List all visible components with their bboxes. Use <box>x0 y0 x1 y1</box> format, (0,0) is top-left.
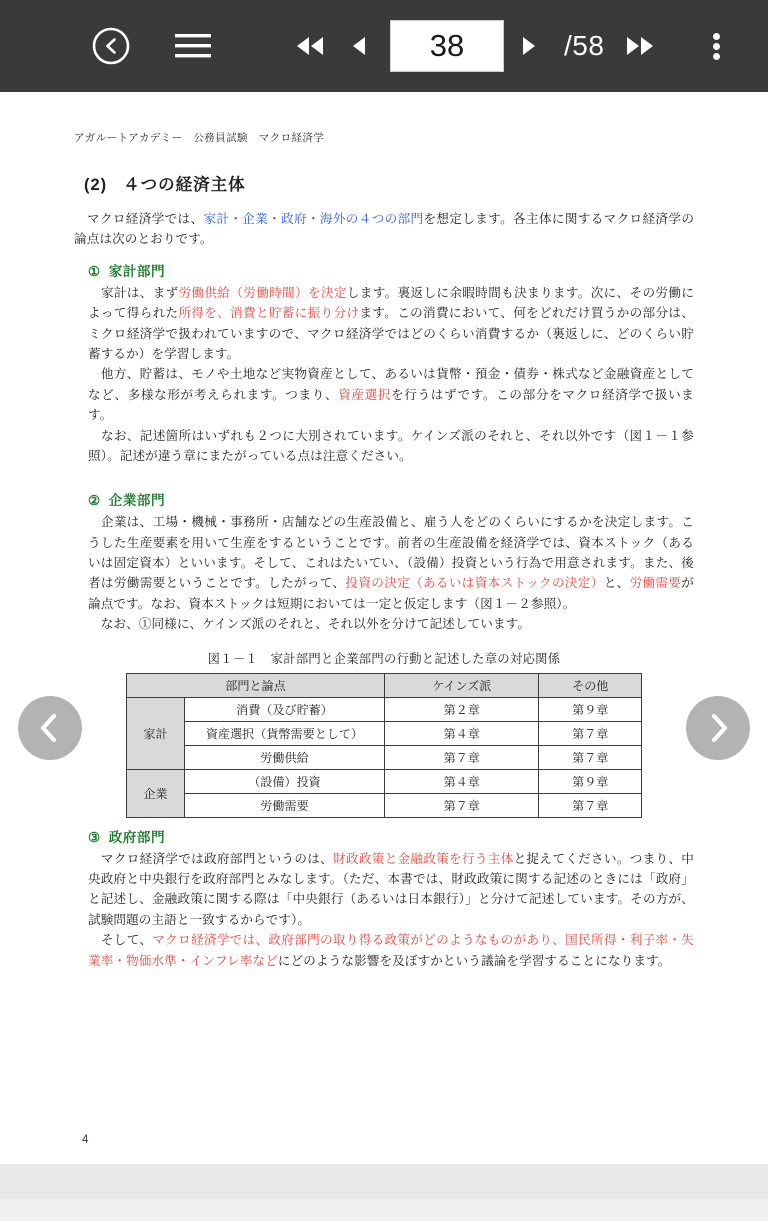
paragraph: 家計は、まず労働供給（労働時間）を決定します。裏返しに余暇時間も決まります。次に、その労働によって得られた所得を、消費と貯蓄に振り分けます。この消費において、何をどれだけ買うかの部分は、ミクロ経済学で扱われていますので、マクロ経済学ではどのくらい消費するか（裏返しに、どのくらい貯蓄するか）を学習します。 <box>88 285 694 361</box>
subsection-title-2: 企業部門 <box>108 493 166 509</box>
section-number: (2) <box>84 176 108 194</box>
table-group-label: 家計 <box>127 697 185 769</box>
table-header-cell: ケインズ派 <box>385 673 539 697</box>
intro-text-a: マクロ経済学では、 <box>74 212 204 226</box>
section-title: ４つの経済主体 <box>123 176 246 194</box>
paragraph: 他方、貯蓄は、モノや土地など実物資産として、あるいは貨幣・預金・債券・株式など金融資産としてなど、多様な形が考えられます。つまり、資産選択を行うはずです。この部分をマクロ経済学で扱います。 <box>88 367 694 423</box>
pdf-viewer-toolbar <box>0 0 768 92</box>
left-triangle-icon <box>351 34 367 58</box>
page-navigation-group <box>290 20 542 72</box>
intro-paragraph <box>74 209 694 250</box>
subsection-title-1: 家計部門 <box>108 263 166 279</box>
table-cell: 第９章 <box>539 769 642 793</box>
chevron-left-icon <box>33 711 67 745</box>
table-cell: 第７章 <box>539 721 642 745</box>
table-cell: （設備）投資 <box>185 769 385 793</box>
running-header: アガルートアカデミー 公務員試験 マクロ経済学 <box>74 132 325 144</box>
next-page-arrow[interactable] <box>686 696 750 760</box>
subsection-heading-2 <box>88 489 694 509</box>
subsection-number-2: ② <box>88 493 101 509</box>
back-arrow-circle-icon <box>91 26 131 66</box>
table-row <box>127 793 642 817</box>
table-row <box>127 697 642 721</box>
double-left-arrow-icon <box>294 34 326 58</box>
table-cell: 第４章 <box>385 721 539 745</box>
paragraph: なお、記述箇所はいずれも２つに大別されています。ケインズ派のそれと、それ以外です（図１－１参照）。記述が違う章にまたがっている点は注意ください。 <box>88 428 694 463</box>
paragraph: 企業は、工場・機械・事務所・店舗などの生産設備と、雇う人をどのくらいにするかを決定します。こうした生産要素を用いて生産をするということです。前者の生産設備を経済学では、資本ストック（あるいは固定資本）といいます。そして、これはたいてい、（設備）投資という行為で用意されます。また、後者は労働需要ということです。したがって、投資の決定（あるいは資本ストックの決定）と、労働需要が論点です。なお、資本ストックは短期においては一定と仮定します（図１－２参照）。 <box>88 515 694 611</box>
subsection-body-2 <box>88 512 694 634</box>
subsection-body-1 <box>88 283 694 467</box>
table-header-row <box>127 673 642 697</box>
table-cell: 第９章 <box>539 697 642 721</box>
subsection-number-1: ① <box>88 263 101 279</box>
subsection-number-3: ③ <box>88 829 101 845</box>
back-button[interactable] <box>84 19 138 73</box>
table-row <box>127 721 642 745</box>
double-right-arrow-icon <box>624 34 656 58</box>
table-cell: 資産選択（貨幣需要として） <box>185 721 385 745</box>
table-cell: 第２章 <box>385 697 539 721</box>
section-heading <box>84 171 694 195</box>
page-number-input[interactable] <box>390 20 504 72</box>
intro-text-b: を想定します。各主体に関するマクロ経済学の論点は次のとおりです。 <box>74 212 695 247</box>
subsection-body-3 <box>88 849 694 971</box>
paragraph: そして、マクロ経済学では、政府部門の取り得る政策がどのようなものがあり、国民所得・利子率・失業率・物価水準・インフレ率などにどのような影響を及ぼすかという議論を学習することになります。 <box>88 933 694 968</box>
menu-button[interactable] <box>166 19 220 73</box>
document-scroll-area[interactable] <box>0 92 768 1221</box>
table-cell: 第７章 <box>385 793 539 817</box>
next-page-button[interactable] <box>516 26 542 66</box>
hamburger-menu-icon <box>174 32 212 60</box>
more-options-button[interactable] <box>694 19 738 73</box>
intro-text-highlight: 家計・企業・政府・海外の４つの部門 <box>203 212 424 226</box>
document-page <box>0 92 768 1164</box>
right-triangle-icon <box>521 34 537 58</box>
last-page-button[interactable] <box>620 26 660 66</box>
table-header-cell: 部門と論点 <box>127 673 385 697</box>
table-cell: 第７章 <box>539 745 642 769</box>
table-cell: 労働供給 <box>185 745 385 769</box>
previous-page-arrow[interactable] <box>18 696 82 760</box>
subsection-heading-3 <box>88 826 694 846</box>
chevron-right-icon <box>701 711 735 745</box>
viewer-bottom-strip <box>0 1199 768 1221</box>
table-cell: 労働需要 <box>185 793 385 817</box>
previous-page-button[interactable] <box>346 26 372 66</box>
vertical-dots-icon <box>713 30 720 63</box>
paragraph: なお、①同様に、ケインズ派のそれと、それ以外を分けて記述しています。 <box>88 617 531 632</box>
table-group-label: 企業 <box>127 769 185 817</box>
figure-table <box>126 673 642 818</box>
page-total-label: /58 <box>564 30 605 61</box>
subsection-title-3: 政府部門 <box>108 829 166 845</box>
table-header-cell: その他 <box>539 673 642 697</box>
figure-caption: 図１－１ 家計部門と企業部門の行動と記述した章の対応関係 <box>207 651 561 666</box>
table-cell: 消費（及び貯蓄） <box>185 697 385 721</box>
table-cell: 第７章 <box>539 793 642 817</box>
subsection-heading-1 <box>88 260 694 280</box>
paragraph: マクロ経済学では政府部門というのは、財政政策と金融政策を行う主体と捉えてください。つまり、中央政府と中央銀行を政府部門とみなします。（ただ、本書では、財政政策に関する記述のときには「政府」と記述し、金融政策に関する際は「中央銀行（あるいは日本銀行）」と分けて記述しています。その方が、試験問題の主語と一致するからです）。 <box>88 851 695 927</box>
page-footer-number: 4 <box>82 1134 89 1146</box>
table-row <box>127 745 642 769</box>
table-row <box>127 769 642 793</box>
table-cell: 第７章 <box>385 745 539 769</box>
table-cell: 第４章 <box>385 769 539 793</box>
first-page-button[interactable] <box>290 26 330 66</box>
